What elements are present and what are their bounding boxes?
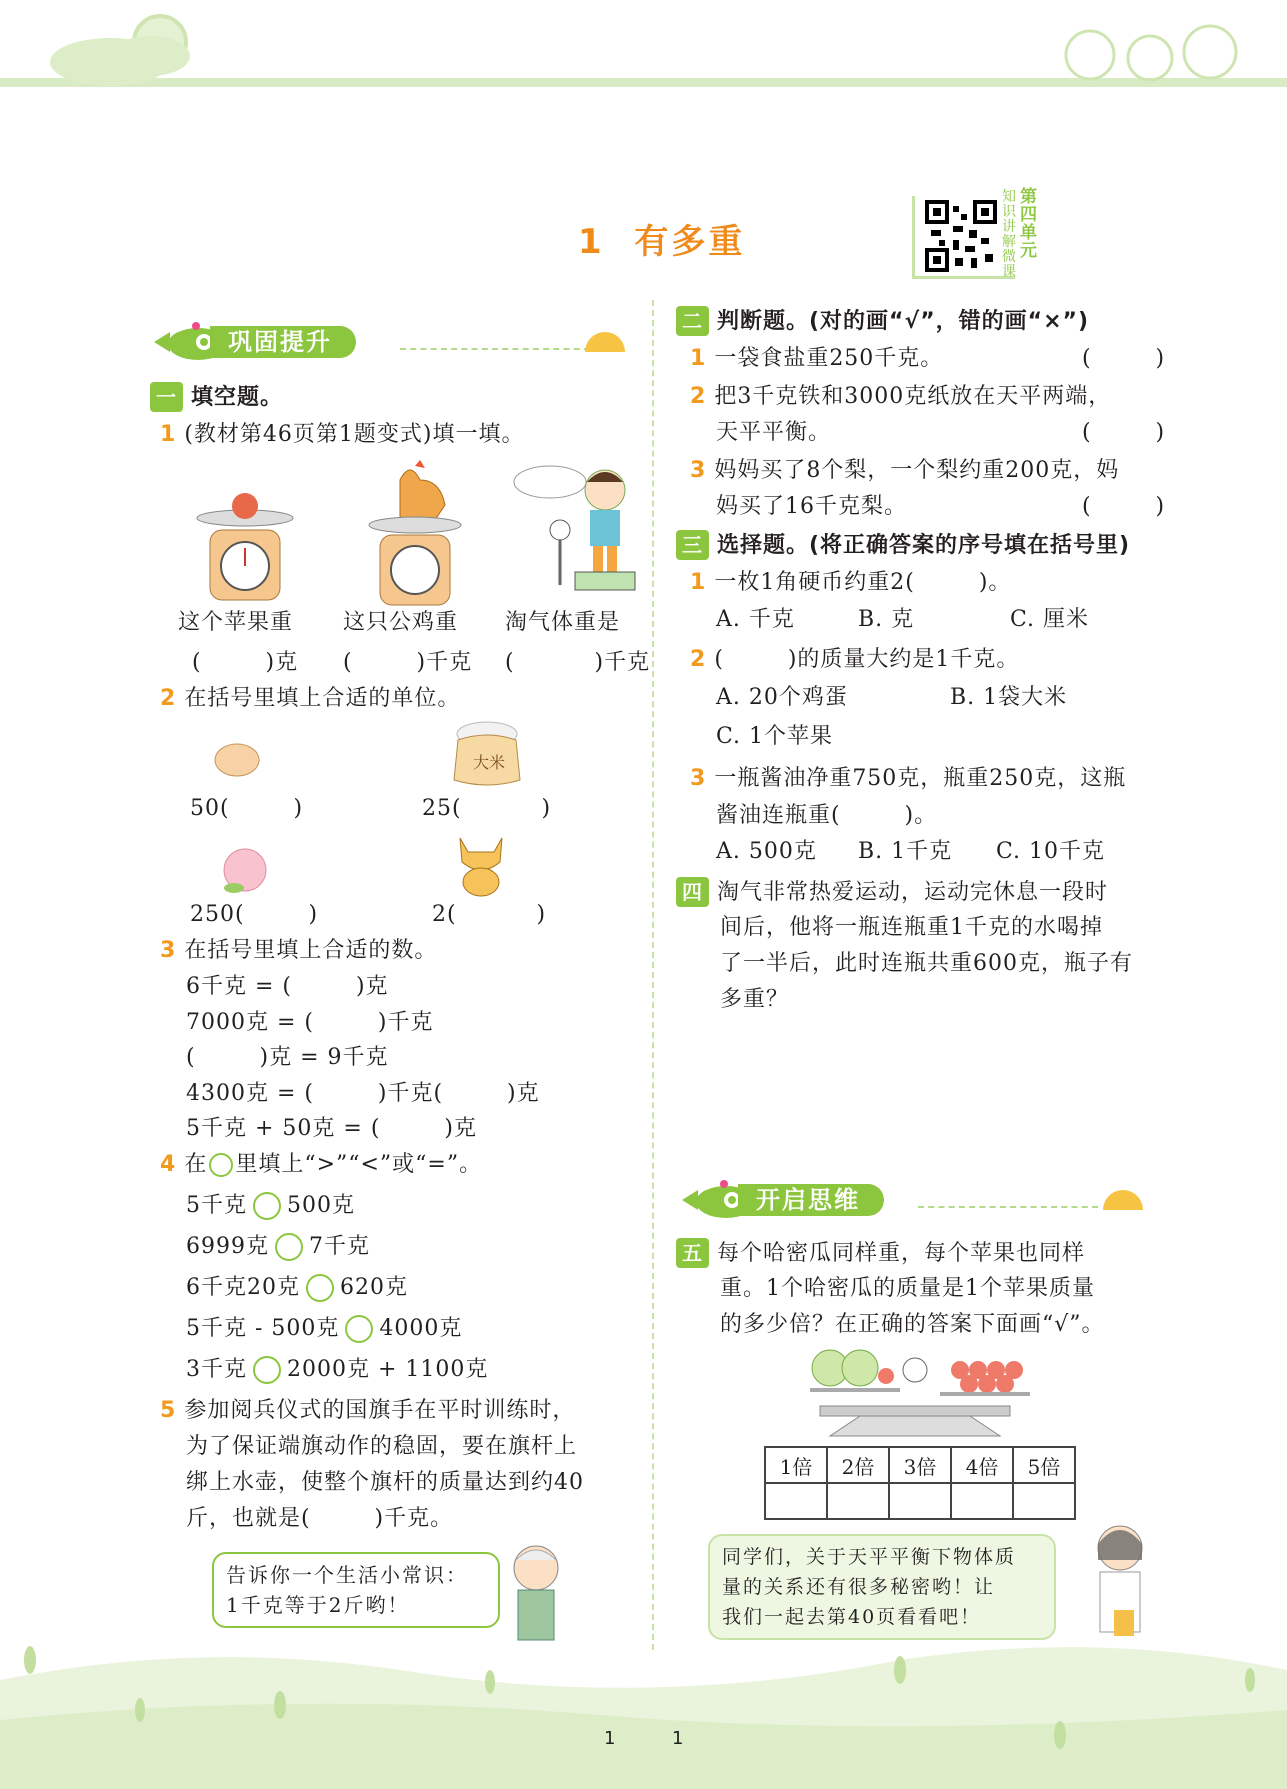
peach-picture — [218, 842, 272, 894]
banner-thinking — [678, 1180, 1158, 1220]
q1-caption-rooster: 这只公鸡重 — [343, 610, 459, 635]
qr-icon — [925, 200, 997, 272]
table-header-cell: 1倍 — [765, 1447, 827, 1483]
circle-icon — [209, 1153, 233, 1177]
q4-row-1: 5千克 500克 — [186, 1193, 355, 1218]
s3-item-3-opt-b[interactable]: B. 1千克 — [858, 839, 953, 864]
q4-row-2: 6999克 7千克 — [186, 1234, 370, 1259]
answer-cell[interactable] — [889, 1483, 951, 1519]
table-header-cell: 3倍 — [889, 1447, 951, 1483]
page-number-right: 1 — [672, 1728, 684, 1749]
compare-circle[interactable] — [253, 1192, 281, 1220]
q2-item-egg[interactable]: 50( ) — [190, 796, 304, 821]
q1-text: 1 (教材第46页第1题变式)填一填。 — [160, 422, 525, 447]
section5-line-2: 重。1个哈密瓜的质量是1个苹果质量 — [720, 1276, 1095, 1301]
page-number-left: 1 — [604, 1728, 616, 1749]
tip-line-2: 1千克等于2斤哟！ — [226, 1593, 410, 1617]
teacher-note-line-1: 同学们，关于天平平衡下物体质 — [722, 1546, 1017, 1568]
s2-item-2-cont: 天平平衡。 — [716, 420, 832, 445]
q5-line-4[interactable]: 斤，也就是( )千克。 — [186, 1506, 454, 1531]
section4-line-4: 多重？ — [720, 987, 790, 1012]
teacher-note-line-2: 量的关系还有很多秘密哟！让 — [722, 1576, 996, 1598]
q4-row-5: 3千克 2000克 + 1100克 — [186, 1357, 489, 1382]
q1-blank-apple[interactable]: ( )克 — [192, 650, 299, 675]
q4-row-3: 6千克20克 620克 — [186, 1275, 408, 1300]
s2-item-1: 1 一袋食盐重250千克。 — [690, 346, 944, 371]
q2-text: 2 在括号里填上合适的单位。 — [160, 686, 461, 711]
s3-item-1-opt-b[interactable]: B. 克 — [858, 607, 915, 632]
boy-on-scale-picture — [505, 460, 645, 600]
answer-cell[interactable] — [1013, 1483, 1075, 1519]
q1-caption-apple: 这个苹果重 — [178, 610, 294, 635]
q1-blank-rooster[interactable]: ( )千克 — [343, 650, 473, 675]
kitten-picture — [450, 828, 512, 900]
q1-caption-boy: 淘气体重是 — [505, 610, 621, 635]
section4-line-1: 四 淘气非常热爱运动，运动完休息一段时 — [676, 877, 1108, 908]
qr-code[interactable] — [912, 196, 1015, 279]
rooster-scale-picture — [360, 460, 470, 610]
s3-item-3: 3 一瓶酱油净重750克，瓶重250克，这瓶 — [690, 766, 1127, 791]
q5-line-3: 绑上水壶，使整个旗杆的质量达到约40 — [186, 1470, 584, 1495]
section1-heading: 一 填空题。 — [150, 382, 283, 413]
multiple-table — [764, 1446, 1076, 1520]
q4-text: 4 在 里填上“>”“<”或“=”。 — [160, 1152, 483, 1177]
footer-landscape — [0, 1620, 1287, 1789]
s3-item-2-opt-b[interactable]: B. 1袋大米 — [950, 685, 1068, 710]
q3-line-5[interactable]: 5千克 + 50克 = ( )克 — [186, 1116, 477, 1141]
qr-label-lesson: 知识讲解微课 — [1002, 189, 1016, 280]
answer-cell[interactable] — [827, 1483, 889, 1519]
q3-line-1[interactable]: 6千克 = ( )克 — [186, 974, 389, 999]
q2-item-peach[interactable]: 250( ) — [190, 902, 319, 927]
s3-item-3-cont: 酱油连瓶重( )。 — [716, 803, 938, 828]
q5-line-1: 5 参加阅兵仪式的国旗手在平时训练时， — [160, 1398, 576, 1423]
section1-badge: 一 — [150, 382, 183, 412]
section3-heading: 三 选择题。(将正确答案的序号填在括号里) — [676, 530, 1130, 561]
s2-item-3: 3 妈妈买了8个梨，一个梨约重200克，妈 — [690, 458, 1120, 483]
teacher-note-line-3: 我们一起去第40页看看吧！ — [722, 1606, 982, 1628]
section4-line-2: 间后，他将一瓶连瓶重1千克的水喝掉 — [720, 915, 1103, 940]
s3-item-3-opt-c[interactable]: C. 10千克 — [996, 839, 1106, 864]
s3-item-2-opt-a[interactable]: A. 20个鸡蛋 — [716, 685, 848, 710]
s3-item-1-opt-c[interactable]: C. 厘米 — [1010, 607, 1090, 632]
s2-item-2-paren[interactable]: ( ) — [1082, 420, 1166, 445]
table-header-cell: 5倍 — [1013, 1447, 1075, 1483]
qr-label-unit: 第四单元 — [1020, 187, 1037, 261]
q3-line-3[interactable]: ( )克 = 9千克 — [186, 1045, 389, 1070]
sunset-icon — [580, 322, 630, 362]
section2-heading: 二 判断题。(对的画“√”，错的画“×”) — [676, 306, 1089, 337]
section5-line-1: 五 每个哈密瓜同样重，每个苹果也同样 — [676, 1238, 1085, 1269]
s2-item-3-cont: 妈买了16千克梨。 — [716, 494, 907, 519]
answer-cell[interactable] — [765, 1483, 827, 1519]
animal-faces-icon — [1066, 26, 1236, 80]
s2-item-3-paren[interactable]: ( ) — [1082, 494, 1166, 519]
apple-scale-picture — [190, 490, 300, 610]
compare-circle[interactable] — [275, 1233, 303, 1261]
rice-bag-picture — [450, 720, 524, 788]
q3-line-2[interactable]: 7000克 = ( )千克 — [186, 1010, 434, 1035]
sunset-icon — [1098, 1180, 1148, 1220]
header-decoration — [0, 0, 1287, 110]
banner-thinking-label: 开启思维 — [738, 1184, 884, 1216]
tip-bubble — [212, 1552, 500, 1628]
s2-item-1-paren[interactable]: ( ) — [1082, 346, 1166, 371]
q1-blank-boy[interactable]: ( )千克 — [505, 650, 651, 675]
compare-circle[interactable] — [345, 1315, 373, 1343]
compare-circle[interactable] — [253, 1356, 281, 1384]
q4-row-4: 5千克 - 500克 4000克 — [186, 1316, 463, 1341]
table-header-cell: 2倍 — [827, 1447, 889, 1483]
s3-item-1-opt-a[interactable]: A. 千克 — [716, 607, 795, 632]
q2-item-rice[interactable]: 25( ) — [422, 796, 552, 821]
rice-bag-label: 大米 — [473, 753, 506, 772]
banner-consolidate — [150, 322, 630, 362]
banner-consolidate-label: 巩固提升 — [210, 326, 356, 358]
s3-item-2-opt-c[interactable]: C. 1个苹果 — [716, 724, 834, 749]
section4-line-3: 了一半后，此时连瓶共重600克，瓶子有 — [720, 951, 1133, 976]
section5-line-3: 的多少倍？在正确的答案下面画“√”。 — [720, 1312, 1105, 1337]
column-divider — [652, 300, 654, 1650]
egg-picture — [212, 740, 262, 780]
s3-item-1: 1 一枚1角硬币约重2( )。 — [690, 570, 1012, 595]
compare-circle[interactable] — [306, 1274, 334, 1302]
q3-text: 3 在括号里填上合适的数。 — [160, 938, 438, 963]
table-header-cell: 4倍 — [951, 1447, 1013, 1483]
tip-line-1: 告诉你一个生活小常识： — [226, 1563, 468, 1587]
s2-item-2: 2 把3千克铁和3000克纸放在天平两端， — [690, 384, 1112, 409]
page-title: 1 有多重 — [578, 222, 746, 262]
q5-line-2: 为了保证端旗动作的稳固，要在旗杆上 — [186, 1434, 578, 1459]
s3-item-3-opt-a[interactable]: A. 500克 — [716, 839, 817, 864]
q3-line-4[interactable]: 4300克 = ( )千克( )克 — [186, 1081, 540, 1106]
balance-picture — [800, 1344, 1030, 1444]
s3-item-2: 2 ( )的质量大约是1千克。 — [690, 647, 1020, 672]
q2-item-kitten[interactable]: 2( ) — [432, 902, 547, 927]
answer-cell[interactable] — [951, 1483, 1013, 1519]
